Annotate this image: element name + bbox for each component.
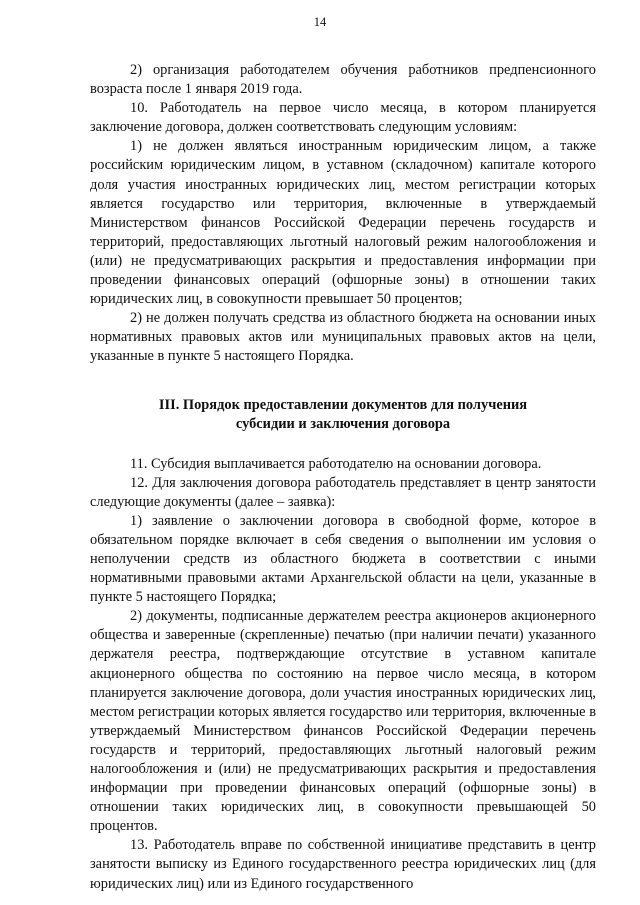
paragraph-condition-1-foreign-entity: 1) не должен являться иностранным юридическим лицом, а также российским юридическим лицом, в уставном (складочном) капитале которого доля участия иностранных юридических лиц, местом регистрации которых является государство или территория, включенные в утверждаемый Министерством финансов Российской Федерации перечень государств и территорий, предоставляющих льготный налоговый режим налогообложения и (или) не предусматривающих раскрытия и предоставления информации при проведении финансовых операций (офшорные зоны) в отношении таких юридических лиц, в совокупности превышает 50 процентов; [90, 138, 596, 308]
section-heading-line-2: субсидии и заключения договора [235, 415, 451, 432]
section-heading [90, 396, 596, 434]
paragraph-12-documents: 12. Для заключения договора работодатель представляет в центр занятости следующие документы (далее – заявка): [90, 474, 596, 510]
paragraph-document-1-application: 1) заявление о заключении договора в свободной форме, которое в обязательном порядке включает в себя сведения о выполнении им условия о неполучении средств из областного бюджета в соответствии с иными нормативными правовыми актами Архангельской области на цели, указанные в пункте 5 настоящего Порядка; [90, 512, 596, 606]
paragraph-document-2-registry: 2) документы, подписанные держателем реестра акционеров акционерного общества и заверенные (скрепленные) печатью (при наличии печати) указанного держателя реестра, подтверждающие отсутствие в уставном капитале акционерного общества по состоянию на первое число месяца, в котором планируется заключение договора, доли участия иностранных юридических лиц, местом регистрации которых является государство или территория, включенные в утверждаемый Министерством финансов Российской Федерации перечень государств и территорий, предоставляющих льготный налоговый режим налогообложения и (или) не предусматривающих раскрытия и предоставления информации при проведении финансовых операций (офшорные зоны) в отношении таких юридических лиц, в совокупности превышающей 50 процентов. [90, 608, 596, 835]
paragraph-10-conditions: 10. Работодатель на первое число месяца, в котором планируется заключение договора, должен соответствовать следующим условиям: [90, 100, 596, 136]
paragraph-13-extract: 13. Работодатель вправе по собственной инициативе представить в центр занятости выписку из Единого государственного реестра юридических лиц (для юридических лиц) или из Единого государственного [90, 837, 596, 892]
paragraph-item-2-training: 2) организация работодателем обучения работников предпенсионного возраста после 1 января 2019 года. [90, 62, 596, 98]
page-number: 14 [313, 15, 327, 29]
paragraph-condition-2-budget-funds: 2) не должен получать средства из областного бюджета на основании иных нормативных правовых актов или муниципальных правовых актов на цели, указанные в пункте 5 настоящего Порядка. [90, 310, 596, 365]
paragraph-11-subsidy: 11. Субсидия выплачивается работодателю на основании договора. [130, 455, 542, 472]
section-heading-line-1: III. Порядок предоставлении документов для получения [158, 396, 528, 413]
document-body [90, 61, 596, 894]
